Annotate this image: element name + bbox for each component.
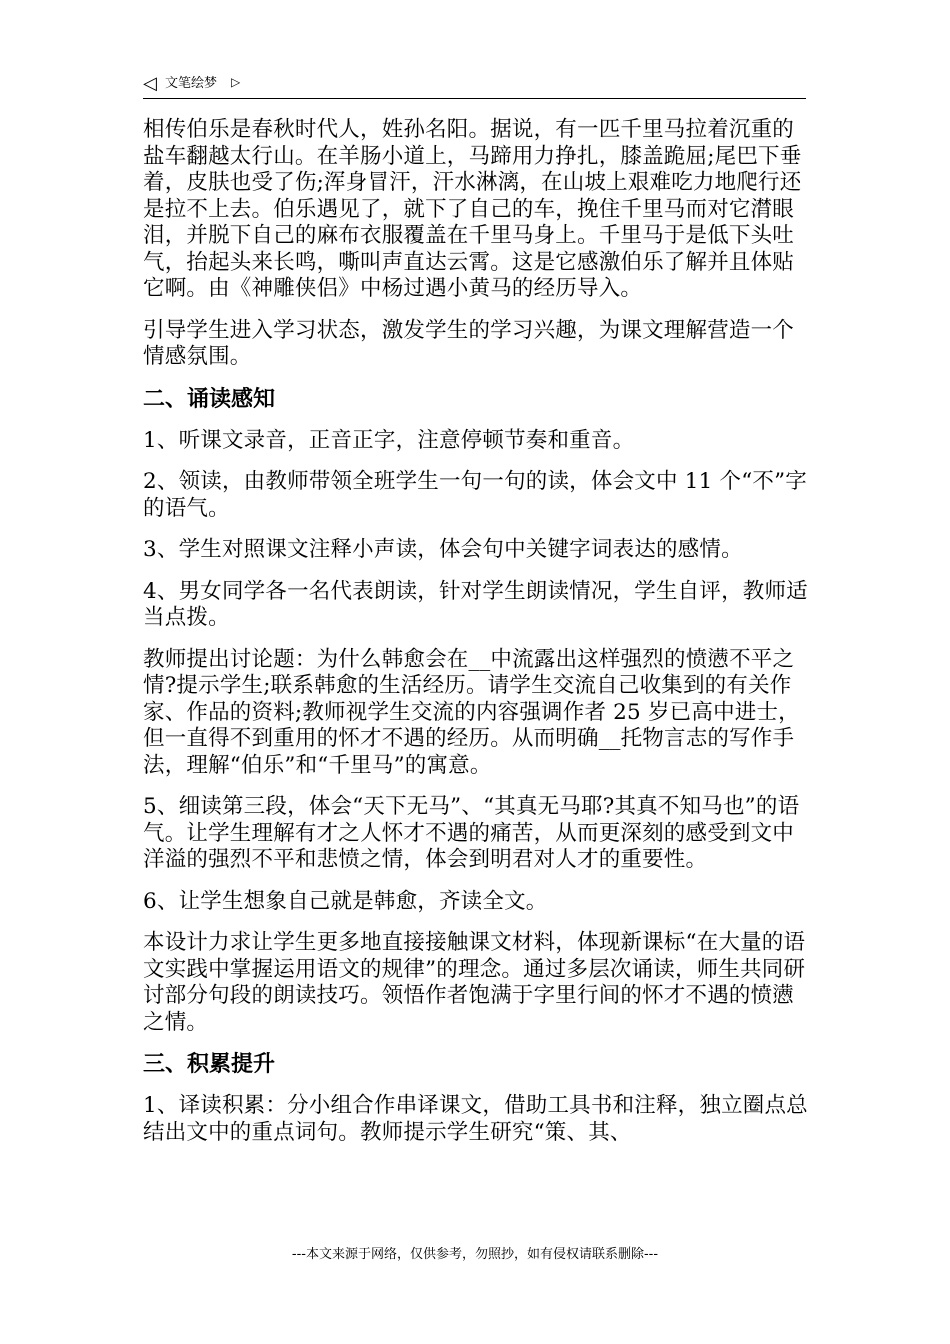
paragraph-intro-goal: 引导学生进入学习状态，激发学生的学习兴趣，为课文理解营造一个情感氛围。 <box>143 317 795 369</box>
paragraph-intro-story: 相传伯乐是春秋时代人，姓孙名阳。据说，有一匹千里马拉着沉重的盐车翻越太行山。在羊肠小道上，马蹄用力挣扎，膝盖跪屈;尾巴下垂着，皮肤也受了伤;浑身冒汗，汗水淋漓，在山坡上艰难吃力地爬行还是拉不上去。伯乐遇见了，就下了自己的车，挽住千里马而对它潸眼泪，并脱下自己的麻布衣服覆盖在千里马身上。千里马于是低下头吐气，抬起头来长鸣，嘶叫声直达云霄。这是它感激伯乐了解并且体贴它啊。由《神雕侠侣》中杨过遇小黄马的经历导入。 <box>143 117 802 301</box>
section-heading-accumulate: 三、积累提升 <box>143 1052 276 1077</box>
page-header <box>143 72 806 99</box>
paragraph-step-4: 4、男女同学各一名代表朗读，针对学生朗读情况，学生自评，教师适当点拨。 <box>143 578 808 630</box>
paragraph-step-1: 1、听课文录音，正音正字，注意停顿节奏和重音。 <box>143 427 635 453</box>
paragraph-step-6: 6、让学生想象自己就是韩愈，齐读全文。 <box>143 888 548 914</box>
triangle-right-icon: ▷ <box>231 75 241 89</box>
section-heading-reading: 二、诵读感知 <box>143 386 276 412</box>
paragraph-discussion: 教师提出讨论题：为什么韩愈会在__中流露出这样强烈的愤懑不平之情?提示学生;联系韩愈的生活经历。请学生交流自己收集到的有关作家、作品的资料;教师视学生交流的内容强调作者 25 岁已高中进士，但一直得不到重用的怀才不遇的经历。从而明确__托物言志的写作手法，理解“伯乐”和“千里马”的寓意。 <box>143 646 800 778</box>
document-body <box>143 117 808 1161</box>
paragraph-translation: 1、译读积累：分小组合作串译课文，借助工具书和注释，独立圈点总结出文中的重点词句。教师提示学生研究“策、其、 <box>143 1093 808 1145</box>
paragraph-step-3: 3、学生对照课文注释小声读，体会句中关键字词表达的感情。 <box>143 537 743 562</box>
header-brand: 文笔绘梦 <box>165 76 218 91</box>
paragraph-step-5: 5、细读第三段，体会“天下无马”、“其真无马耶?其真不知马也”的语气。让学生理解有才之人怀才不遇的痛苦，从而更深刻的感受到文中洋溢的强烈不平和悲愤之情，体会到明君对人才的重要性。 <box>143 794 800 872</box>
paragraph-step-2: 2、领读，由教师带领全班学生一句一句的读，体会文中 11 个“不”字的语气。 <box>143 469 807 521</box>
footer-notice: ---本文来源于网络，仅供参考，勿照抄，如有侵权请联系删除--- <box>291 1247 659 1262</box>
paragraph-design-note: 本设计力求让学生更多地直接接触课文材料，体现新课标“在大量的语文实践中掌握运用语文的规律”的理念。通过多层次诵读，师生共同研讨部分句段的朗读技巧。领悟作者饱满于字里行间的怀才不遇的愤懑之情。 <box>143 930 806 1035</box>
triangle-left-icon: ◁ <box>143 73 157 94</box>
